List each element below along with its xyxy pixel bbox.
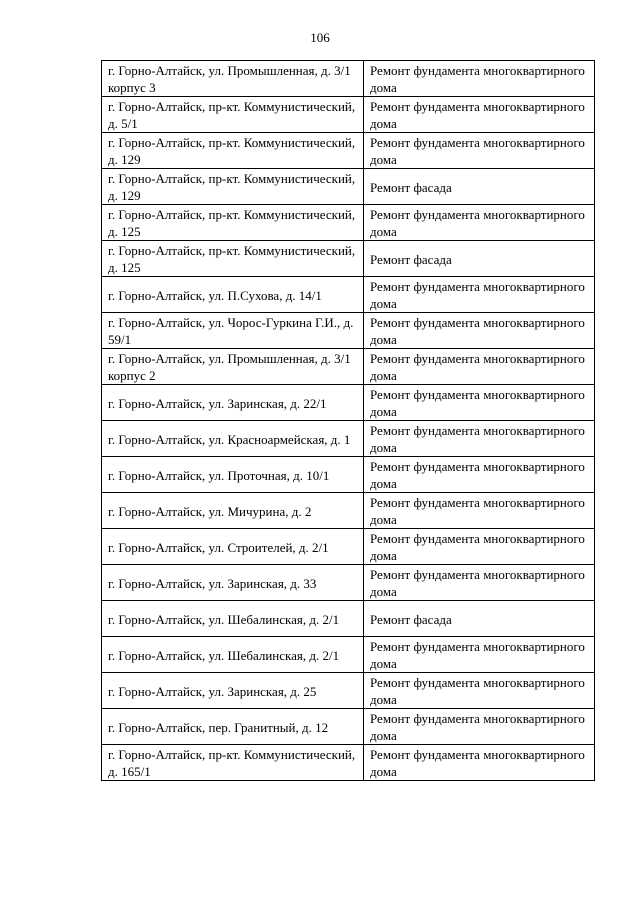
address-cell: г. Горно-Алтайск, ул. Промышленная, д. 3/1 корпус 2 — [102, 349, 364, 385]
address-cell: г. Горно-Алтайск, пер. Гранитный, д. 12 — [102, 709, 364, 745]
page-number: 106 — [310, 30, 330, 45]
table-row — [102, 385, 595, 421]
table-row — [102, 601, 595, 637]
work-type-cell: Ремонт фундамента многоквартирного дома — [364, 493, 595, 529]
address-cell: г. Горно-Алтайск, пр-кт. Коммунистический, д. 125 — [102, 241, 364, 277]
table-row — [102, 565, 595, 601]
address-cell: г. Горно-Алтайск, пр-кт. Коммунистический, д. 5/1 — [102, 97, 364, 133]
work-type-cell: Ремонт фундамента многоквартирного дома — [364, 277, 595, 313]
repair-table — [101, 60, 595, 781]
work-type-cell: Ремонт фундамента многоквартирного дома — [364, 349, 595, 385]
work-type-cell: Ремонт фундамента многоквартирного дома — [364, 313, 595, 349]
address-cell: г. Горно-Алтайск, ул. Строителей, д. 2/1 — [102, 529, 364, 565]
table-row — [102, 745, 595, 781]
work-type-cell: Ремонт фундамента многоквартирного дома — [364, 565, 595, 601]
table-body — [102, 61, 595, 781]
address-cell: г. Горно-Алтайск, ул. Промышленная, д. 3/1 корпус 3 — [102, 61, 364, 97]
table-row — [102, 61, 595, 97]
work-type-cell: Ремонт фундамента многоквартирного дома — [364, 673, 595, 709]
address-cell: г. Горно-Алтайск, пр-кт. Коммунистический, д. 129 — [102, 133, 364, 169]
table-row — [102, 97, 595, 133]
table-row — [102, 277, 595, 313]
address-cell: г. Горно-Алтайск, ул. Красноармейская, д. 1 — [102, 421, 364, 457]
table-row — [102, 421, 595, 457]
table-row — [102, 673, 595, 709]
work-type-cell: Ремонт фасада — [364, 169, 595, 205]
address-cell: г. Горно-Алтайск, ул. П.Сухова, д. 14/1 — [102, 277, 364, 313]
work-type-cell: Ремонт фасада — [364, 601, 595, 637]
table-row — [102, 349, 595, 385]
work-type-cell: Ремонт фундамента многоквартирного дома — [364, 745, 595, 781]
work-type-cell: Ремонт фундамента многоквартирного дома — [364, 421, 595, 457]
address-cell: г. Горно-Алтайск, ул. Шебалинская, д. 2/1 — [102, 637, 364, 673]
work-type-cell: Ремонт фундамента многоквартирного дома — [364, 385, 595, 421]
work-type-cell: Ремонт фундамента многоквартирного дома — [364, 709, 595, 745]
work-type-cell: Ремонт фундамента многоквартирного дома — [364, 205, 595, 241]
table-row — [102, 169, 595, 205]
address-cell: г. Горно-Алтайск, ул. Шебалинская, д. 2/1 — [102, 601, 364, 637]
table-row — [102, 709, 595, 745]
work-type-cell: Ремонт фундамента многоквартирного дома — [364, 133, 595, 169]
address-cell: г. Горно-Алтайск, ул. Заринская, д. 25 — [102, 673, 364, 709]
address-cell: г. Горно-Алтайск, пр-кт. Коммунистический, д. 129 — [102, 169, 364, 205]
work-type-cell: Ремонт фундамента многоквартирного дома — [364, 61, 595, 97]
address-cell: г. Горно-Алтайск, ул. Чорос-Гуркина Г.И., д. 59/1 — [102, 313, 364, 349]
table-row — [102, 529, 595, 565]
work-type-cell: Ремонт фундамента многоквартирного дома — [364, 97, 595, 133]
table-row — [102, 205, 595, 241]
address-cell: г. Горно-Алтайск, ул. Заринская, д. 22/1 — [102, 385, 364, 421]
address-cell: г. Горно-Алтайск, пр-кт. Коммунистический, д. 125 — [102, 205, 364, 241]
address-cell: г. Горно-Алтайск, пр-кт. Коммунистический, д. 165/1 — [102, 745, 364, 781]
table-row — [102, 313, 595, 349]
table-row — [102, 493, 595, 529]
table-row — [102, 637, 595, 673]
work-type-cell: Ремонт фундамента многоквартирного дома — [364, 457, 595, 493]
work-type-cell: Ремонт фасада — [364, 241, 595, 277]
work-type-cell: Ремонт фундамента многоквартирного дома — [364, 637, 595, 673]
table-row — [102, 457, 595, 493]
address-cell: г. Горно-Алтайск, ул. Заринская, д. 33 — [102, 565, 364, 601]
table-row — [102, 241, 595, 277]
work-type-cell: Ремонт фундамента многоквартирного дома — [364, 529, 595, 565]
address-cell: г. Горно-Алтайск, ул. Мичурина, д. 2 — [102, 493, 364, 529]
address-cell: г. Горно-Алтайск, ул. Проточная, д. 10/1 — [102, 457, 364, 493]
table-row — [102, 133, 595, 169]
